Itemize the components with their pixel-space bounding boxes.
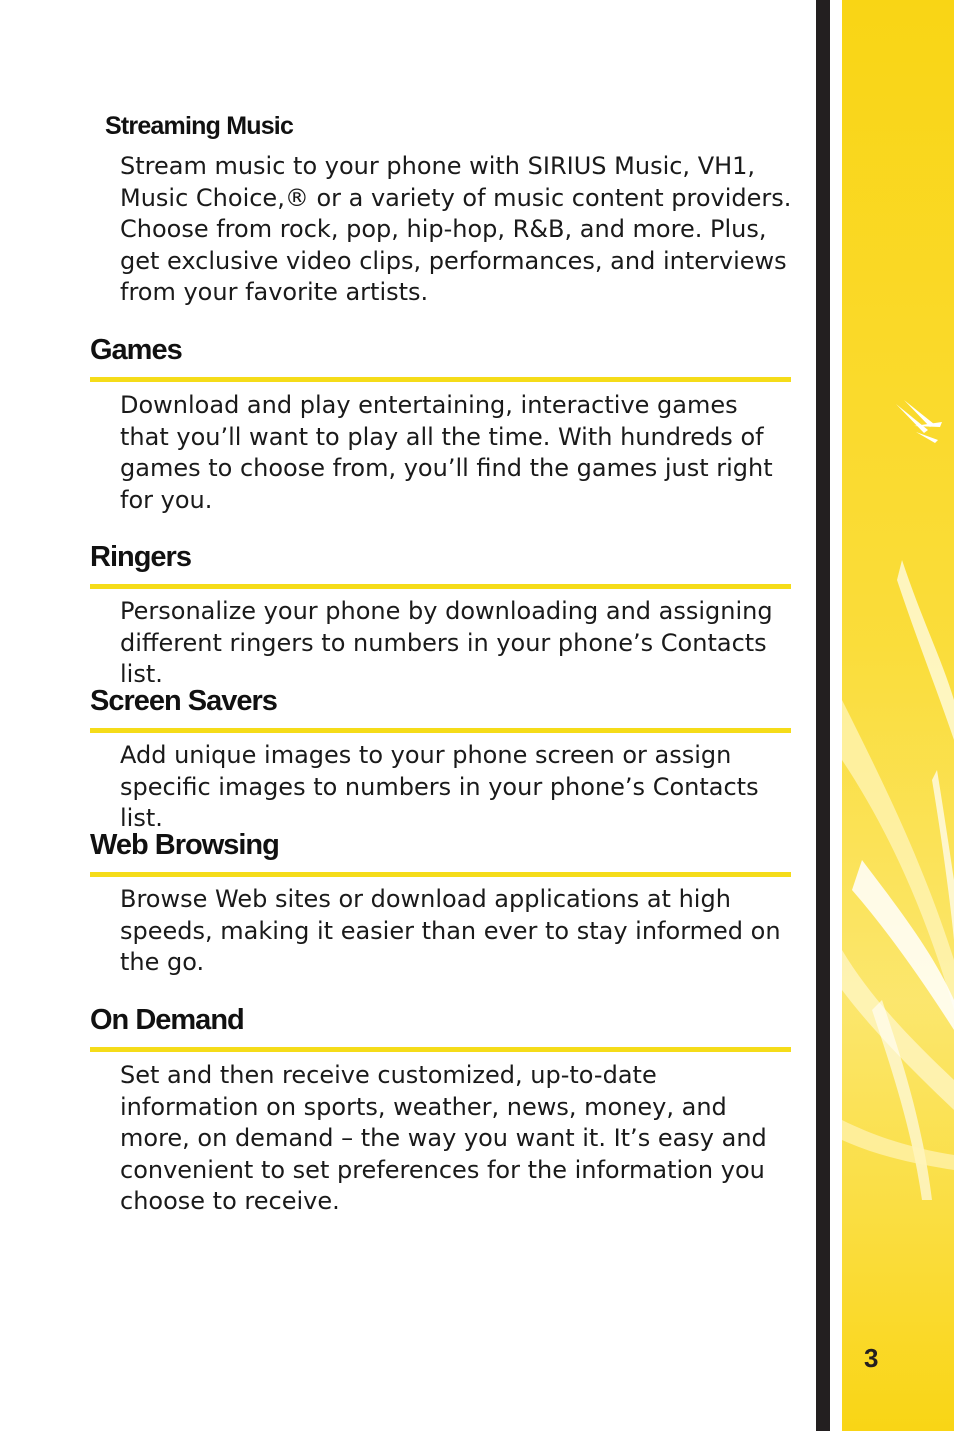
section-divider bbox=[90, 377, 791, 382]
section-body-web-browsing: Browse Web sites or download applications at high speeds, making it easier than ever to stay informed on the go. bbox=[120, 885, 781, 976]
decorative-side-band bbox=[842, 0, 954, 1431]
section-body-screen-savers: Add unique images to your phone screen or assign specific images to numbers in your phone’s Contacts list. bbox=[120, 741, 759, 832]
section-body-streaming-music: Stream music to your phone with SIRIUS Music, VH1, Music Choice,® or a variety of music content providers. Choose from rock, pop, hip-hop, R&B, and more. Plus, get exclusive video clips, performances, and interviews from your favorite artists. bbox=[120, 152, 792, 306]
section-heading-ringers: Ringers bbox=[90, 541, 191, 573]
section-heading-web-browsing: Web Browsing bbox=[90, 829, 279, 861]
section-divider bbox=[90, 584, 791, 589]
section-heading-streaming-music: Streaming Music bbox=[105, 112, 294, 140]
section-heading-games: Games bbox=[90, 334, 182, 366]
page-number: 3 bbox=[864, 1343, 879, 1373]
section-divider bbox=[90, 872, 791, 877]
section-body-ringers: Personalize your phone by downloading and assigning different ringers to numbers in your phone’s Contacts list. bbox=[120, 597, 773, 688]
decorative-streaks bbox=[842, 0, 954, 1431]
section-divider bbox=[90, 728, 791, 733]
section-heading-on-demand: On Demand bbox=[90, 1004, 244, 1036]
sprint-logo-icon bbox=[890, 396, 950, 456]
margin-bar bbox=[816, 0, 830, 1431]
section-heading-screen-savers: Screen Savers bbox=[90, 685, 277, 717]
section-body-on-demand: Set and then receive customized, up-to-date information on sports, weather, news, money, and more, on demand – the way you want it. It’s easy and convenient to set preferences for the information you choose to receive. bbox=[120, 1061, 767, 1215]
section-divider bbox=[90, 1047, 791, 1052]
section-body-games: Download and play entertaining, interactive games that you’ll want to play all the time. With hundreds of games to choose from, you’ll find the games just right for you. bbox=[120, 391, 773, 514]
